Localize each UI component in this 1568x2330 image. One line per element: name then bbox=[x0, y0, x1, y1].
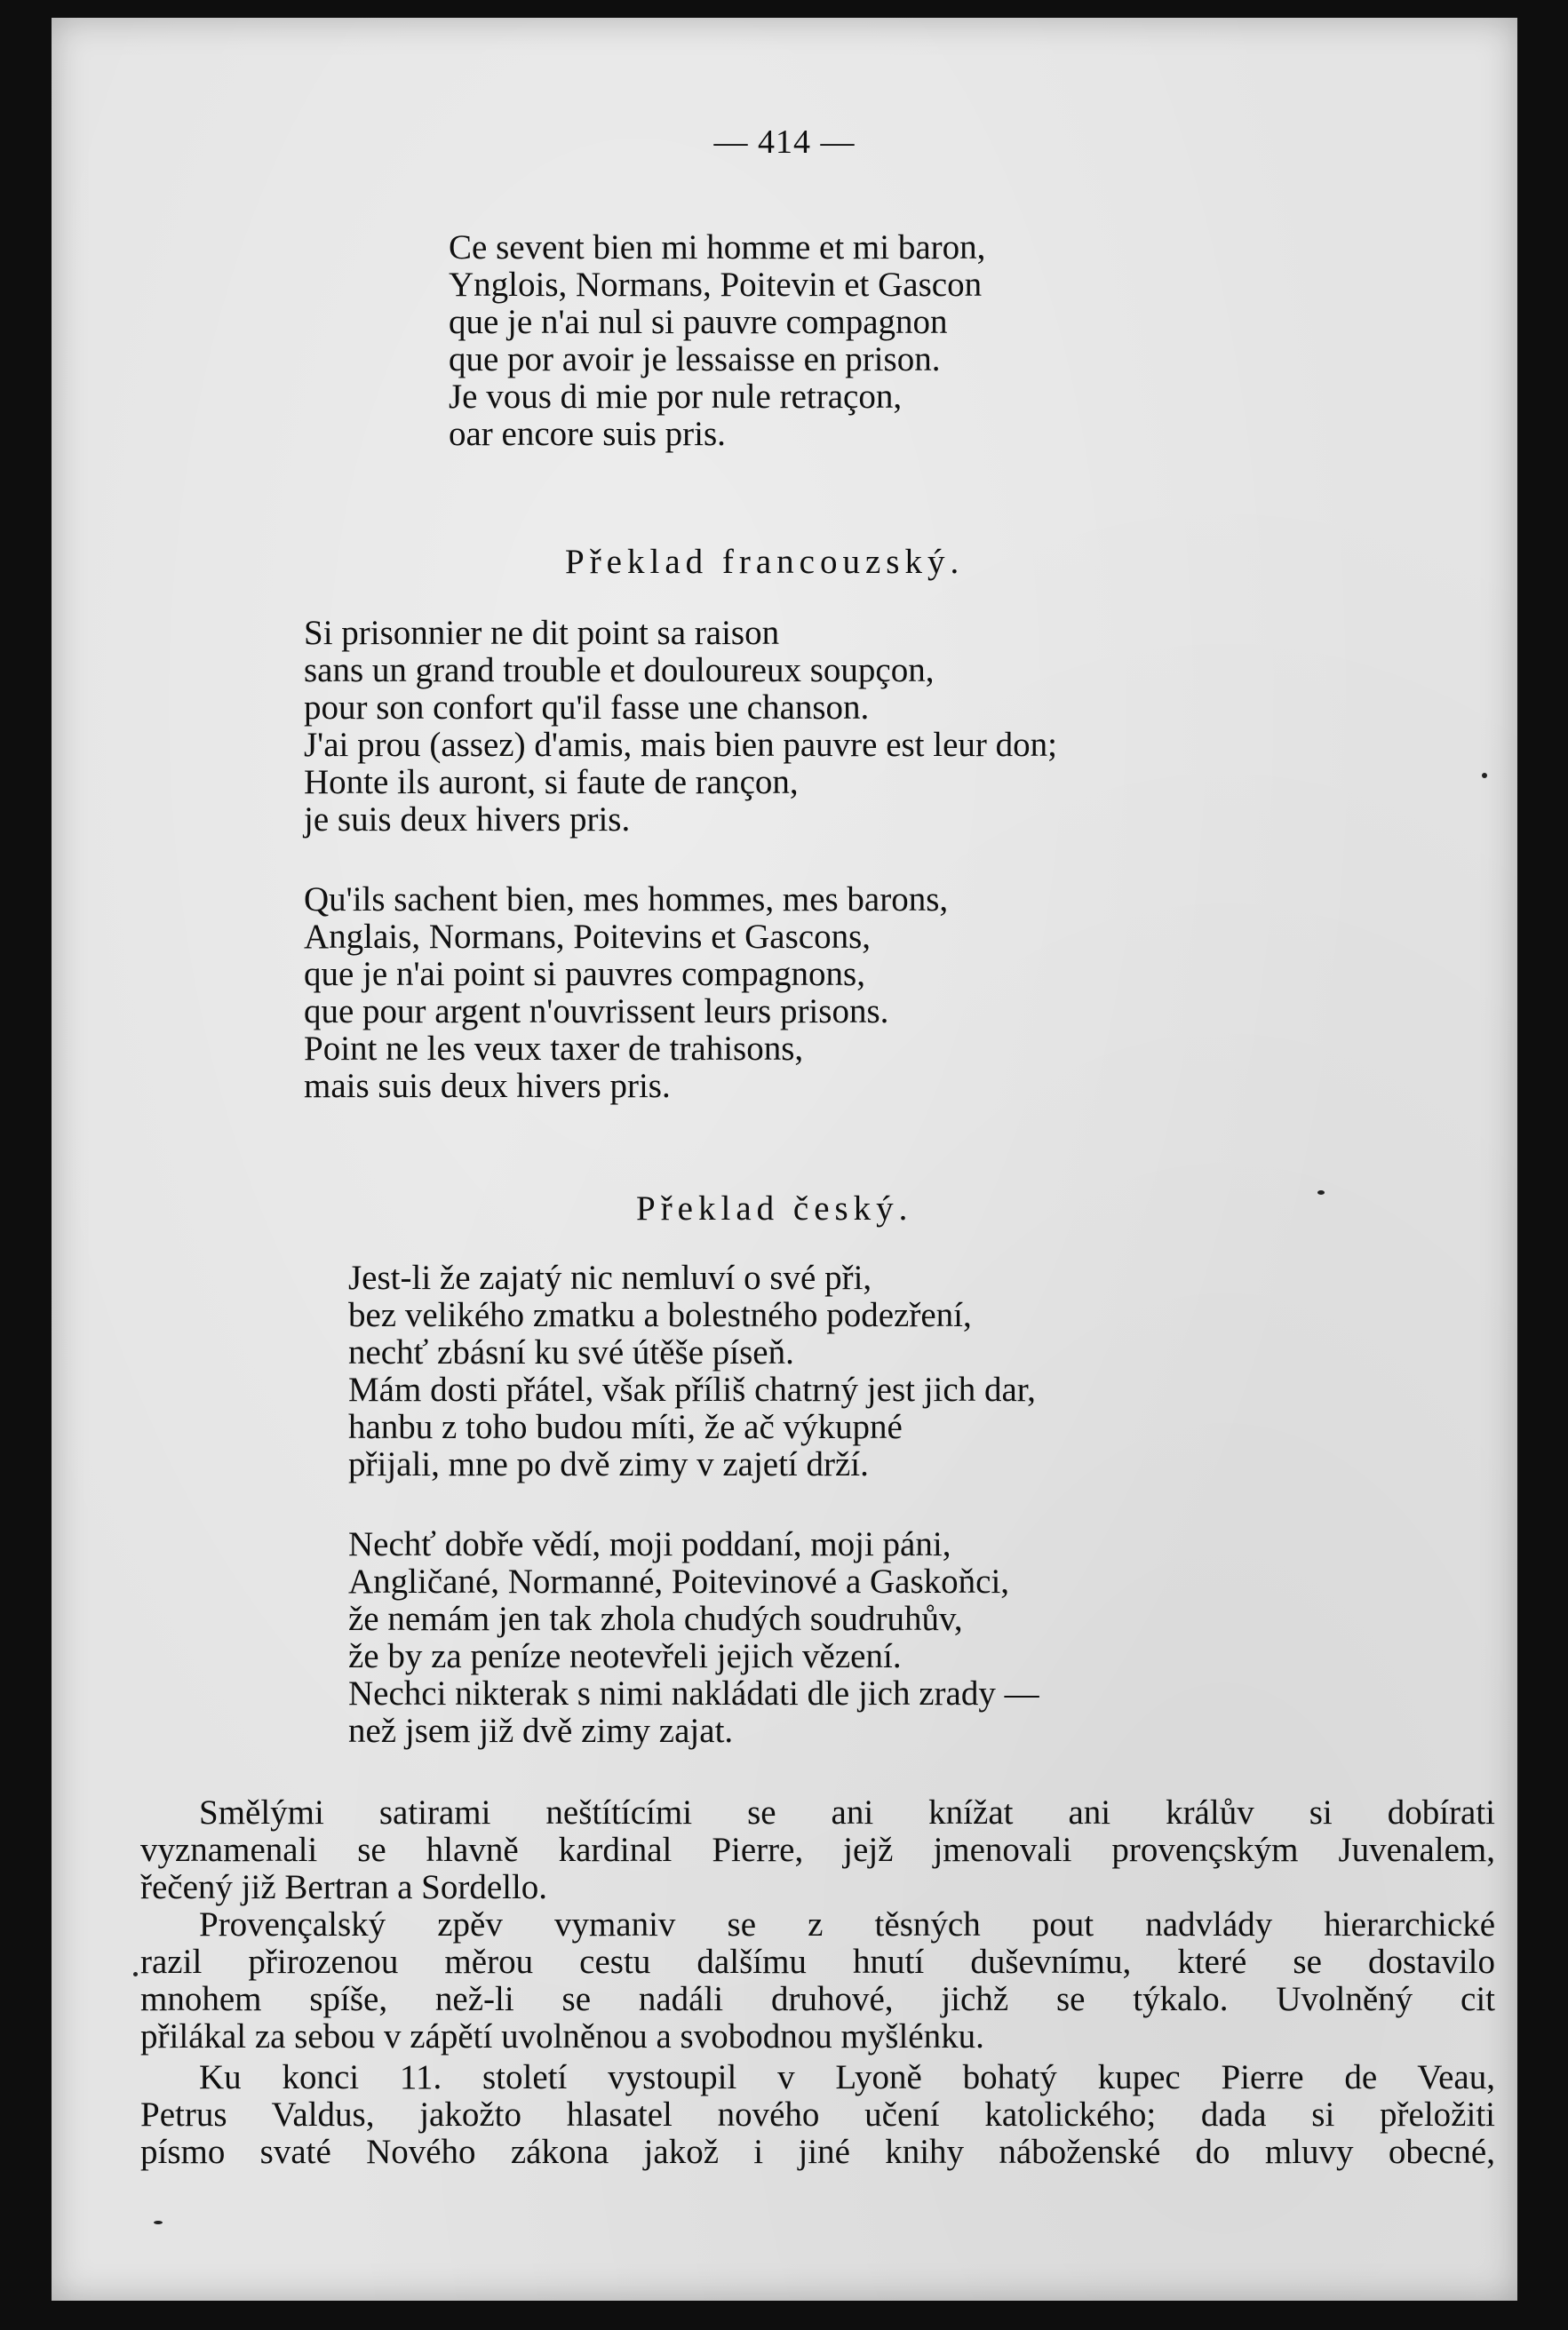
verse-line: Point ne les veux taxer de trahisons, bbox=[304, 1030, 804, 1068]
verse-line: Si prisonnier ne dit point sa raison bbox=[304, 614, 780, 652]
verse-line: Anglais, Normans, Poitevins et Gascons, bbox=[304, 918, 872, 956]
prose-line: písmo svaté Nového zákona jakož i jiné knihy náboženské do mluvy obecné, bbox=[140, 2133, 1495, 2171]
verse-line: que por avoir je lessaisse en prison. bbox=[449, 340, 941, 378]
prose-paragraph-satires bbox=[140, 1794, 1495, 1906]
page-number: — 414 — bbox=[713, 123, 856, 161]
heading-french-translation: Překlad francouzský. bbox=[565, 543, 965, 581]
scan-speck bbox=[1482, 773, 1487, 778]
prose-line: Ku konci 11. století vystoupil v Lyoně bohatý kupec Pierre de Veau, bbox=[199, 2058, 1495, 2096]
verse-line: que je n'ai nul si pauvre compagnon bbox=[449, 303, 948, 341]
verse-line: přijali, mne po dvě zimy v zajetí drží. bbox=[348, 1445, 869, 1483]
verse-line: Nechť dobře vědí, moji poddaní, moji páni, bbox=[348, 1525, 951, 1563]
stanza-old-french bbox=[449, 229, 985, 453]
prose-line: razil přirozenou měrou cestu dalšímu hnutí duševnímu, které se dostavilo bbox=[140, 1943, 1495, 1981]
verse-line: je suis deux hivers pris. bbox=[304, 800, 631, 839]
scan-speck bbox=[133, 1972, 138, 1976]
stanza-czech-2 bbox=[348, 1526, 1039, 1750]
verse-line: oar encore suis pris. bbox=[449, 415, 726, 453]
verse-line: Nechci nikterak s nimi nakládati dle jich zrady — bbox=[348, 1674, 1039, 1713]
prose-line: přilákal za sebou v zápětí uvolněnou a svobodnou myšlénku. bbox=[140, 2017, 984, 2056]
verse-line: Mám dosti přátel, však příliš chatrný jest jich dar, bbox=[348, 1371, 1036, 1409]
prose-paragraph-valdus bbox=[140, 2059, 1495, 2171]
document-page bbox=[52, 18, 1517, 2301]
scan-speck bbox=[154, 2221, 163, 2224]
prose-line: Smělými satirami neštítícími se ani knížat ani králův si dobírati bbox=[199, 1793, 1495, 1832]
prose-line: mnohem spíše, než-li se nadáli druhové, jichž se týkalo. Uvolněný cit bbox=[140, 1980, 1495, 2018]
stanza-french-2 bbox=[304, 881, 948, 1105]
prose-line: Provençalský zpěv vymaniv se z těsných pout nadvlády hierarchické bbox=[199, 1905, 1495, 1944]
heading-czech-translation: Překlad český. bbox=[636, 1189, 913, 1228]
verse-line: que je n'ai point si pauvres compagnons, bbox=[304, 955, 865, 993]
prose-line: vyznamenali se hlavně kardinal Pierre, jejž jmenovali provençským Juvenalem, bbox=[140, 1831, 1495, 1869]
verse-line: Je vous di mie por nule retraçon, bbox=[449, 378, 903, 416]
prose-line: řečený již Bertran a Sordello. bbox=[140, 1868, 548, 1906]
stanza-french-1 bbox=[304, 615, 1057, 839]
verse-line: bez velikého zmatku a bolestného podezření, bbox=[348, 1296, 972, 1334]
verse-line: hanbu z toho budou míti, že ač výkupné bbox=[348, 1408, 903, 1446]
verse-line: Qu'ils sachent bien, mes hommes, mes barons, bbox=[304, 880, 949, 918]
verse-line: než jsem již dvě zimy zajat. bbox=[348, 1712, 734, 1750]
verse-line: mais suis deux hivers pris. bbox=[304, 1067, 671, 1105]
verse-line: Ynglois, Normans, Poitevin et Gascon bbox=[449, 266, 983, 304]
verse-line: Honte ils auront, si faute de rançon, bbox=[304, 763, 799, 801]
verse-line: že by za peníze neotevřeli jejich vězení. bbox=[348, 1637, 902, 1675]
stanza-czech-1 bbox=[348, 1260, 1036, 1483]
verse-line: Angličané, Normanné, Poitevinové a Gaskoňci, bbox=[348, 1563, 1010, 1601]
prose-paragraph-provencal-song bbox=[140, 1906, 1495, 2056]
verse-line: že nemám jen tak zhola chudých soudruhův, bbox=[348, 1600, 963, 1638]
prose-line: Petrus Valdus, jakožto hlasatel nového učení katolického; dada si přeložiti bbox=[140, 2095, 1495, 2134]
verse-line: sans un grand trouble et douloureux soupçon, bbox=[304, 651, 935, 689]
scan-speck bbox=[1317, 1190, 1325, 1195]
verse-line: Jest-li že zajatý nic nemluví o své při, bbox=[348, 1259, 872, 1297]
verse-line: que pour argent n'ouvrissent leurs prisons. bbox=[304, 992, 889, 1030]
verse-line: Ce sevent bien mi homme et mi baron, bbox=[449, 228, 986, 266]
verse-line: nechť zbásní ku své útěše píseň. bbox=[348, 1333, 794, 1372]
verse-line: J'ai prou (assez) d'amis, mais bien pauvre est leur don; bbox=[304, 726, 1057, 764]
verse-line: pour son confort qu'il fasse une chanson. bbox=[304, 688, 870, 727]
